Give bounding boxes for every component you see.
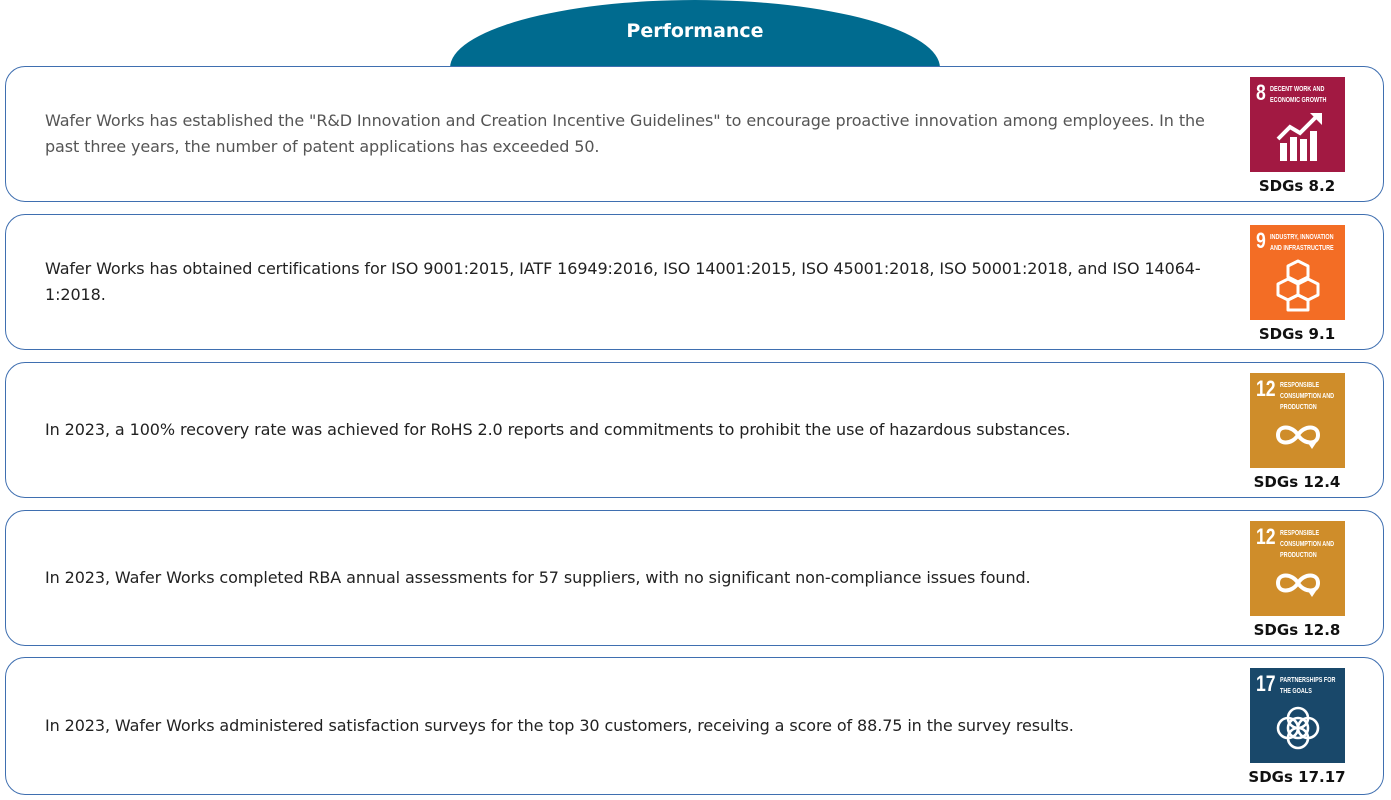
growth-chart-icon xyxy=(1270,109,1326,165)
performance-card xyxy=(5,657,1384,795)
sdg-number: 8 xyxy=(1255,80,1266,105)
infinity-loop-icon xyxy=(1270,553,1326,609)
sdg-badge xyxy=(1249,668,1345,786)
sdg-8-tile xyxy=(1250,77,1345,172)
sdg-number: 12 xyxy=(1255,524,1276,549)
card-text: Wafer Works has established the "R&D Innovation and Creation Incentive Guidelines" to encourage proactive innovation among employees. In the past three years, the number of patent applications has exceeded 50. xyxy=(45,111,1205,156)
performance-card xyxy=(5,510,1384,646)
sdg-12-tile xyxy=(1250,373,1345,468)
performance-header-tab xyxy=(450,0,940,68)
performance-card xyxy=(5,362,1384,498)
cubes-icon xyxy=(1270,257,1326,313)
sdg-17-tile xyxy=(1250,668,1345,763)
card-text: In 2023, a 100% recovery rate was achieved for RoHS 2.0 reports and commitments to prohibit the use of hazardous substances. xyxy=(45,420,1071,439)
sdg-label: RESPONSIBLE CONSUMPTION AND PRODUCTION xyxy=(1279,530,1334,559)
sdg-badge xyxy=(1249,225,1345,343)
sdg-number: 9 xyxy=(1255,228,1266,253)
sdg-badge xyxy=(1249,77,1345,195)
sdg-caption: SDGs 9.1 xyxy=(1258,325,1336,343)
sdg-label: INDUSTRY, INNOVATION AND INFRASTRUCTURE xyxy=(1269,234,1334,252)
sdg-12-tile xyxy=(1250,521,1345,616)
sdg-label: PARTNERSHIPS FOR THE GOALS xyxy=(1279,677,1335,695)
card-text: In 2023, Wafer Works completed RBA annual assessments for 57 suppliers, with no significant non-compliance issues found. xyxy=(45,568,1031,587)
page-title: Performance xyxy=(626,20,764,42)
sdg-label: DECENT WORK AND ECONOMIC GROWTH xyxy=(1269,86,1326,104)
infinity-loop-icon xyxy=(1270,405,1326,461)
sdg-caption: SDGs 12.4 xyxy=(1253,473,1341,491)
performance-card xyxy=(5,214,1384,350)
sdg-badge xyxy=(1249,521,1345,639)
sdg-9-tile xyxy=(1250,225,1345,320)
sdg-number: 12 xyxy=(1255,376,1276,401)
sdg-badge xyxy=(1249,373,1345,491)
card-text: In 2023, Wafer Works administered satisfaction surveys for the top 30 customers, receiving a score of 88.75 in the survey results. xyxy=(45,716,1074,735)
card-text: Wafer Works has obtained certifications for ISO 9001:2015, IATF 16949:2016, ISO 14001:2015, ISO 45001:2018, ISO 50001:2018, and ISO 14064-1:2018. xyxy=(45,259,1201,304)
sdg-caption: SDGs 17.17 xyxy=(1248,768,1346,786)
sdg-label: RESPONSIBLE CONSUMPTION AND PRODUCTION xyxy=(1279,382,1334,411)
interlocking-rings-icon xyxy=(1270,700,1326,756)
performance-card xyxy=(5,66,1384,202)
sdg-caption: SDGs 8.2 xyxy=(1258,177,1336,195)
sdg-caption: SDGs 12.8 xyxy=(1253,621,1341,639)
sdg-number: 17 xyxy=(1255,671,1276,696)
